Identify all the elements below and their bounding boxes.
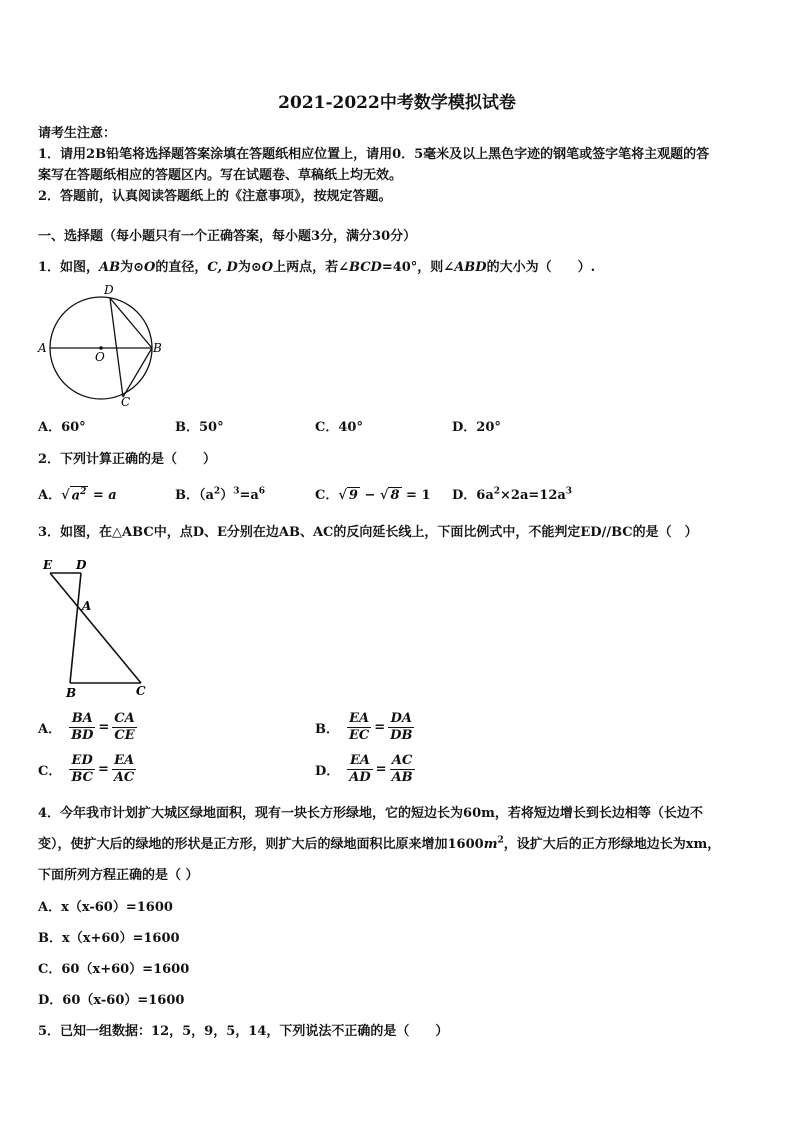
- circle-figure: [30, 278, 170, 410]
- point-c-label: C: [121, 395, 131, 409]
- point-d-label: D: [104, 283, 114, 297]
- q1-option-b: B．50°: [175, 420, 224, 435]
- q2-option-a: A．√ $a^2 = a$: [38, 486, 117, 503]
- q3-option-a: A． $\frac{BA}{BD}$ = $\frac{CA}{CE}$: [38, 711, 135, 743]
- question-1-stem: 1．如图，AB为⊙O的直径，C, D为⊙O上两点，若∠BCD=40°，则∠ABD的大小为（ ）.: [38, 260, 596, 275]
- point-d-label-q3: D: [76, 558, 87, 572]
- page-title: 2021-2022中考数学模拟试卷: [278, 93, 516, 113]
- notice-line-1b: 案写在答题纸相应的答题区内。写在试题卷、草稿纸上均无效。: [38, 168, 403, 183]
- point-b-label: B: [153, 341, 162, 355]
- q1-option-d: D．20°: [452, 420, 501, 435]
- question-2-stem: 2．下列计算正确的是（ ）: [38, 452, 217, 467]
- notice-line-1a: 1．请用2B铅笔将选择题答案涂填在答题纸相应位置上，请用0．5毫米及以上黑色字迹的钢笔或签字笔将主观题的答: [38, 147, 710, 162]
- q3-option-d: D． $\frac{EA}{AD}$ = $\frac{AC}{AB}$: [315, 753, 413, 785]
- section-heading: 一、选择题（每小题只有一个正确答案，每小题3分，满分30分）: [38, 229, 417, 244]
- question-3-stem: 3．如图，在△ABC中，点D、E分别在边AB、AC的反向延长线上，下面比例式中，不能判定ED//BC的是（ ）: [38, 525, 698, 540]
- q4-option-b: B．x（x+60）=1600: [38, 931, 180, 946]
- point-c-label-q3: C: [136, 684, 146, 698]
- question-4-line-2: 变），使扩大后的绿地的形状是正方形，则扩大后的绿地面积比原来增加$1600m^2$，设扩大后的正方形绿地边长为xm，: [38, 835, 721, 852]
- question-5-stem: 5．已知一组数据：12，5，9，5，14，下列说法不正确的是（ ）: [38, 1024, 449, 1039]
- q4-option-a: A．x（x-60）=1600: [38, 900, 173, 915]
- notice-line-2: 2．答题前，认真阅读答题纸上的《注意事项》，按规定答题。: [38, 189, 392, 204]
- point-o-label: O: [95, 350, 105, 364]
- q2-option-b: B．$(a^2)^3=a^6$: [175, 486, 266, 503]
- point-a-label-q3: A: [82, 599, 92, 613]
- question-4-line-1: 4．今年我市计划扩大城区绿地面积，现有一块长方形绿地，它的短边长为60m，若将短边增长到长边相等（长边不: [38, 806, 703, 821]
- point-a-label: A: [38, 341, 47, 355]
- question-4-line-3: 下面所列方程正确的是（ ）: [38, 868, 199, 883]
- q1-option-a: A．60°: [38, 420, 86, 435]
- notice-heading: 请考生注意：: [38, 126, 117, 141]
- triangle-figure: [36, 553, 156, 701]
- q1-option-c: C．40°: [315, 420, 363, 435]
- point-e-label: E: [43, 558, 53, 572]
- point-b-label-q3: B: [66, 686, 77, 700]
- q4-option-d: D．60（x-60）=1600: [38, 993, 185, 1008]
- q3-option-c: C． $\frac{ED}{BC}$ = $\frac{EA}{AC}$: [38, 753, 135, 785]
- q2-option-c: C．√ 9 − √ 8 = 1: [315, 488, 431, 503]
- q4-option-c: C．60（x+60）=1600: [38, 962, 190, 977]
- q2-option-d: D．$6a^2\times 2a=12a^3$: [452, 486, 573, 503]
- q3-option-b: B． $\frac{EA}{EC}$ = $\frac{DA}{DB}$: [315, 711, 413, 743]
